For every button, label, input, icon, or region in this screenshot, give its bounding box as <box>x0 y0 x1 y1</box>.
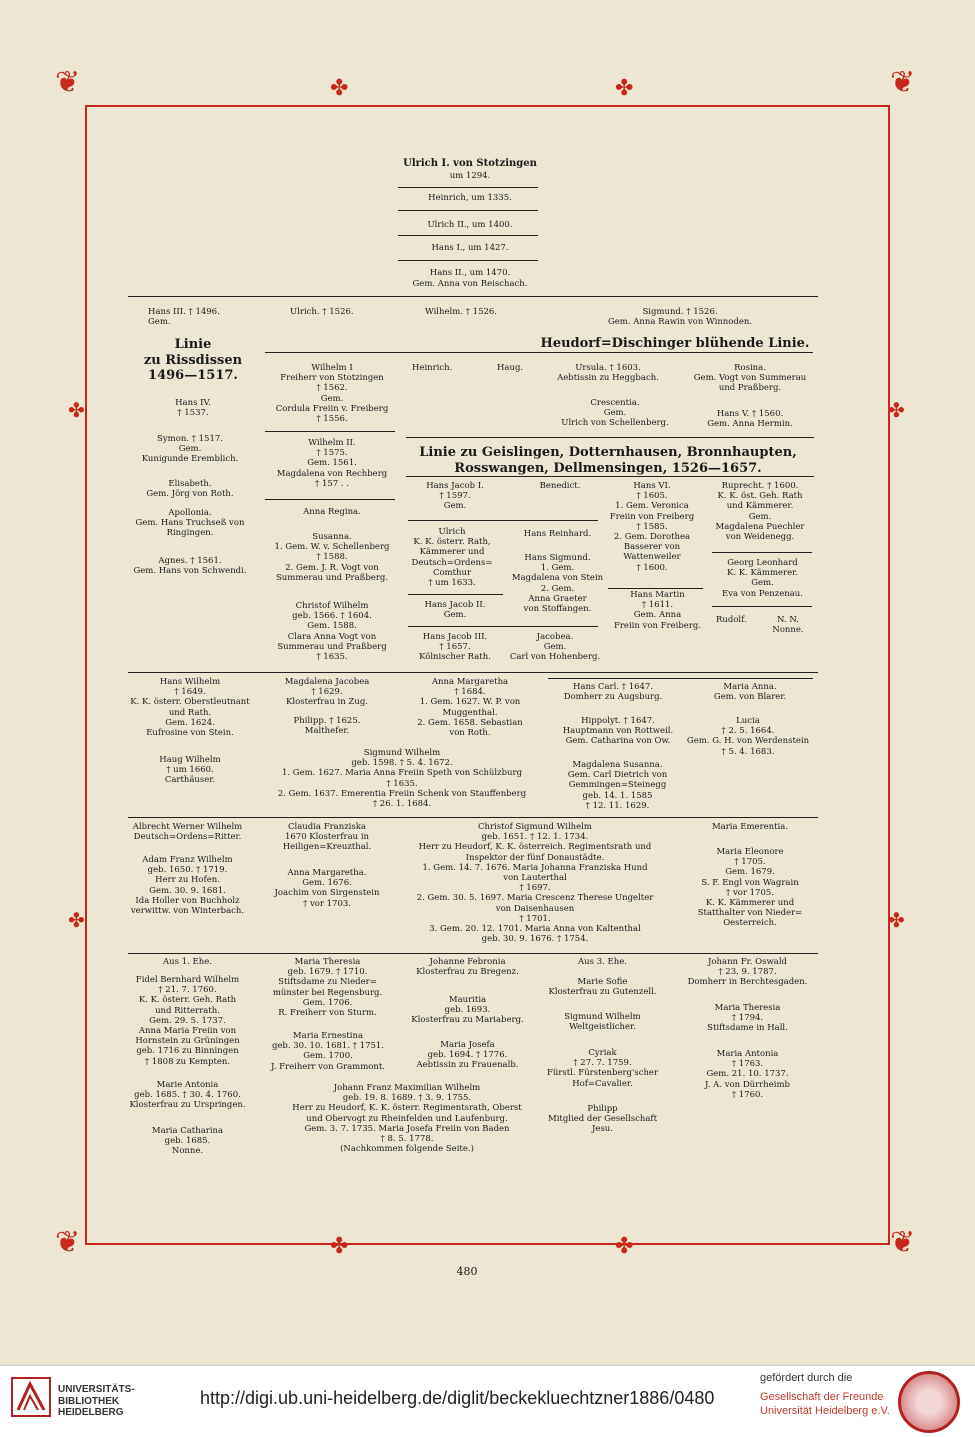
person-entry: Sigmund. † 1526. Gem. Anna Rawin von Winnoden. <box>607 307 753 328</box>
person-entry: Maria Emerentia. <box>711 822 789 832</box>
person-entry: Marie Sofie Klosterfrau zu Gutenzell. <box>548 977 657 998</box>
person-entry: Maria Catharina geb. 1685. Nonne. <box>151 1126 224 1157</box>
ancestor-info: Gem. Anna von Reischach. <box>412 279 528 289</box>
person-entry: Heinrich. <box>412 363 453 373</box>
side-ornament-icon: ✤ <box>888 908 905 932</box>
person-entry: Haug Wilhelm † um 1660. Carthäuser. <box>159 755 221 786</box>
divider <box>398 260 538 261</box>
divider <box>398 210 538 211</box>
person-entry: Agnes. † 1561. Gem. Hans von Schwendi. <box>133 556 247 577</box>
divider <box>128 672 818 673</box>
person-entry: Jacobea. Gem. Carl von Hohenberg. <box>509 632 601 663</box>
section-label: Aus 1. Ehe. <box>163 957 212 967</box>
person-entry: Maria Ernestina geb. 30. 10. 1681. † 1751. Gem. 1700. J. Freiherr von Grammont. <box>270 1031 386 1072</box>
person-entry: Wilhelm. † 1526. <box>425 307 497 317</box>
footer-bar <box>0 1365 975 1437</box>
divider <box>408 594 503 595</box>
corner-ornament-icon: ❦ <box>55 1225 81 1260</box>
divider <box>712 606 812 607</box>
source-url-link[interactable]: http://digi.ub.uni-heidelberg.de/diglit/beckekluechtzner1886/0480 <box>200 1388 715 1408</box>
person-entry: Hans Sigmund. 1. Gem. Magdalena von Stein 2. Gem. Anna Graeter von Stoffangen. <box>511 553 604 614</box>
person-entry: Hans Jacob II. Gem. <box>424 600 486 621</box>
flower-ornament-icon: ✤ <box>615 1234 634 1259</box>
divider <box>406 476 814 477</box>
divider <box>265 352 813 353</box>
person-entry: Georg Leonhard K. K. Kämmerer. Gem. Eva von Penzenau. <box>722 558 803 599</box>
person-entry: Rosina. Gem. Vogt von Summerau und Praßberg. <box>693 363 807 394</box>
person-entry: Maria Antonia † 1763. Gem. 21. 10. 1737. J. A. von Dürrheimb † 1760. <box>705 1049 790 1100</box>
ancestor-name: Heinrich, um 1335. <box>428 193 512 203</box>
corner-ornament-icon: ❦ <box>890 65 916 100</box>
line-title: Heudorf=Dischinger blühende Linie. <box>540 336 810 351</box>
person-entry: Maria Theresia † 1794. Stiftsdame in Hall. <box>707 1003 788 1034</box>
person-entry: Mauritia geb. 1693. Klosterfrau zu Mariaberg. <box>411 995 524 1026</box>
corner-ornament-icon: ❦ <box>55 65 81 100</box>
person-entry: Lucia † 2. 5. 1664. Gem. G. H. von Werdenstein † 5. 4. 1683. <box>686 716 810 757</box>
person-entry: Philipp Mitglied der Gesellschaft Jesu. <box>547 1104 657 1135</box>
university-seal-icon <box>898 1371 960 1433</box>
person-entry: Haug. <box>497 363 524 373</box>
divider <box>265 499 395 500</box>
ancestor-name: Ulrich II., um 1400. <box>427 220 513 230</box>
divider <box>265 431 395 432</box>
person-entry: Claudia Franziska 1670 Klosterfrau in Heiligen=Kreuzthal. <box>282 822 372 853</box>
person-entry: Hans VI. † 1605. 1. Gem. Veronica Freiin von Freiberg † 1585. 2. Gem. Dorothea Basserer von Wattenweiler † 1600. <box>609 481 695 573</box>
person-entry: Magdalena Susanna. Gem. Carl Dietrich von Gemmingen=Steinegg geb. 14. 1. 1585 † 12. 11. 1629. <box>567 760 668 811</box>
person-entry: Marie Antonia geb. 1685. † 30. 4. 1760. Klosterfrau zu Urspringen. <box>129 1080 246 1111</box>
person-entry: Maria Eleonore † 1705. Gem. 1679. S. F. Engl von Wagrain † vor 1705. K. K. Kämmerer und Statthalter von Nieder= Oesterreich. <box>697 847 803 929</box>
ancestor-name: Hans I., um 1427. <box>431 243 509 253</box>
person-entry: Wilhelm I Freiherr von Stotzingen † 1562. Gem. Cordula Freiin v. Freiberg † 1556. <box>275 363 389 424</box>
person-entry: Ursula. † 1603. Aebtissin zu Heggbach. <box>557 363 659 384</box>
person-entry: Hippolyt. † 1647. Hauptmann von Rottweil. Gem. Catharina von Ow. <box>562 716 674 747</box>
ancestor-info: um 1294. <box>449 171 491 181</box>
person-entry: Ulrich. † 1526. <box>290 307 354 317</box>
person-entry: Apollonia. Gem. Hans Truchseß von Ringingen. <box>135 508 245 539</box>
divider <box>406 437 814 438</box>
divider <box>128 817 818 818</box>
person-entry: Maria Theresia geb. 1679. † 1710. Stiftsdame zu Nieder= münster bei Regensburg. Gem. 1706. R. Freiherr von Sturm. <box>272 957 383 1018</box>
person-entry: Albrecht Werner Wilhelm Deutsch=Ordens=Ritter. <box>132 822 243 843</box>
flower-ornament-icon: ✤ <box>615 76 634 101</box>
person-entry: Hans Carl. † 1647. Domherr zu Augsburg. <box>563 682 663 703</box>
page-number: 480 <box>456 1265 478 1278</box>
person-entry: N. N. Nonne. <box>772 615 804 636</box>
sponsor-name: Gesellschaft der Freunde Universität Heidelberg e.V. <box>760 1391 890 1418</box>
divider <box>128 296 818 297</box>
person-entry: Johann Fr. Oswald † 23. 9. 1787. Domherr in Berchtesgaden. <box>687 957 808 988</box>
person-entry: Hans Jacob I. † 1597. Gem. <box>426 481 484 512</box>
person-entry: Wilhelm II. † 1575. Gem. 1561. Magdalena von Rechberg † 157 . . <box>276 438 388 489</box>
person-entry: Rudolf. <box>716 615 747 625</box>
divider <box>408 520 598 521</box>
section-label: Aus 3. Ehe. <box>578 957 627 967</box>
person-entry: Johann Franz Maximilian Wilhelm geb. 19. 8. 1689. † 3. 9. 1755. Herr zu Heudorf, K. K. österr. Regimentsrath, Oberst und Obervogt zu Rheinfelden und Laufenburg. Gem. 3. 7. 1735. Maria Josefa Freiin von Baden † 8. 5. 1778. (Nachkommen folgende Seite.) <box>292 1083 522 1155</box>
person-entry: Hans Jacob III. † 1657. Kölnischer Rath. <box>419 632 491 663</box>
side-ornament-icon: ✤ <box>68 908 85 932</box>
line-title: Linie zu Rissdissen 1496—1517. <box>143 337 243 384</box>
sponsor-caption: gefördert durch die <box>760 1372 853 1384</box>
person-entry: Ruprecht. † 1600. K. K. öst. Geh. Rath und Kämmerer. Gem. Magdalena Puechler von Weidenegg. <box>715 481 805 542</box>
library-name: UNIVERSITÄTS- BIBLIOTHEK HEIDELBERG <box>58 1384 135 1418</box>
ancestor-name: Ulrich I. von Stotzingen <box>403 158 537 169</box>
divider <box>408 626 598 627</box>
person-entry: Ulrich K. K. österr. Rath, Kämmerer und Deutsch=Ordens= Comthur † um 1633. <box>411 527 493 588</box>
side-ornament-icon: ✤ <box>888 398 905 422</box>
person-entry: Anna Regina. <box>303 507 361 517</box>
person-entry: Hans Reinhard. <box>523 529 592 539</box>
person-entry: Adam Franz Wilhelm geb. 1650. † 1719. Herr zu Hofen. Gem. 30. 9. 1681. Ida Holler von Buchholz verwittw. von Winterbach. <box>130 855 245 916</box>
person-entry: Hans V. † 1560. Gem. Anna Hermin. <box>707 409 793 430</box>
flower-ornament-icon: ✤ <box>330 1234 349 1259</box>
side-ornament-icon: ✤ <box>68 398 85 422</box>
person-entry: Hans Wilhelm † 1649. K. K. österr. Oberstleutnant und Rath. Gem. 1624. Eufrosine von Stein. <box>130 677 250 738</box>
person-entry: Sigmund Wilhelm geb. 1598. † 5. 4. 1672. 1. Gem. 1627. Maria Anna Freiin Speth von Schülzburg † 1635. 2. Gem. 1637. Emerentia Freiin Schenk von Stauffenberg † 26. 1. 1684. <box>277 748 527 809</box>
ancestor-name: Hans II., um 1470. <box>429 268 511 278</box>
divider <box>398 235 538 236</box>
person-entry: Elisabeth. Gem. Jörg von Roth. <box>146 479 234 500</box>
person-entry: Crescentia. Gem. Ulrich von Schellenberg. <box>561 398 669 429</box>
corner-ornament-icon: ❦ <box>890 1225 916 1260</box>
line-title: Linie zu Geislingen, Dotternhausen, Bronnhaupten, Rosswangen, Dellmensingen, 1526—1657. <box>419 445 797 476</box>
person-entry: Magdalena Jacobea † 1629. Klosterfrau in Zug. <box>284 677 370 708</box>
divider <box>712 552 812 553</box>
person-entry: Anna Margaretha. Gem. 1676. Joachim von Sirgenstein † vor 1703. <box>274 868 380 909</box>
person-entry: Philipp. † 1625. Malthefer. <box>293 716 361 737</box>
person-entry: Symon. † 1517. Gem. Kunigunde Eremblich. <box>141 434 239 465</box>
person-entry: Anna Margaretha † 1684. 1. Gem. 1627. W. P. von Muggenthal. 2. Gem. 1658. Sebastian von Roth. <box>417 677 523 738</box>
person-entry: Hans III. † 1496. Gem. <box>148 307 220 328</box>
person-entry: Hans IV. † 1537. <box>175 398 211 419</box>
person-entry: Cyriak † 27. 7. 1759. Fürstl. Fürstenberg'scher Hof=Cavalier. <box>546 1048 659 1089</box>
divider <box>398 187 538 188</box>
divider <box>608 588 703 589</box>
flower-ornament-icon: ✤ <box>330 76 349 101</box>
person-entry: Fidel Bernhard Wilhelm † 21. 7. 1760. K. K. österr. Geh. Rath und Ritterrath. Gem. 29. 5. 1737. Anna Maria Freiin von Hornstein zu Grüningen geb. 1716 zu Binningen † 1808 zu Kempten. <box>135 975 240 1067</box>
person-entry: Maria Anna. Gem. von Blarer. <box>713 682 787 703</box>
person-entry: Sigmund Wilhelm Weltgeistlicher. <box>564 1012 641 1033</box>
person-entry: Christof Wilhelm geb. 1566. † 1604. Gem. 1588. Clara Anna Vogt von Summerau und Praßberg † 1635. <box>277 601 387 662</box>
person-entry: Benedict. <box>539 481 581 491</box>
divider <box>548 678 813 679</box>
person-entry: Christof Sigmund Wilhelm geb. 1651. † 12. 1. 1734. Herr zu Heudorf, K. K. österreich. Regimentsrath und Inspektor der fünf Donaustädte. 1. Gem. 14. 7. 1676. Maria Johanna Franziska Hund von Lauterthal † 1697. 2. Gem. 30. 5. 1697. Maria Crescenz Therese Ungelter von Daisenhausen † 1701. 3. Gem. 20. 12. 1701. Maria Anna von Kaltenthal geb. 30. 9. 1676. † 1754. <box>416 822 654 945</box>
person-entry: Susanna. 1. Gem. W. v. Schellenberg † 1588. 2. Gem. J. R. Vogt von Summerau und Praßberg. <box>274 532 390 583</box>
divider <box>128 953 818 954</box>
person-entry: Maria Josefa geb. 1694. † 1776. Aebtissin zu Frauenalb. <box>416 1040 519 1071</box>
person-entry: Johanne Febronia Klosterfrau zu Bregenz. <box>416 957 519 978</box>
person-entry: Hans Martin † 1611. Gem. Anna Freiin von Freiberg. <box>613 590 702 631</box>
library-logo-icon <box>10 1376 52 1418</box>
